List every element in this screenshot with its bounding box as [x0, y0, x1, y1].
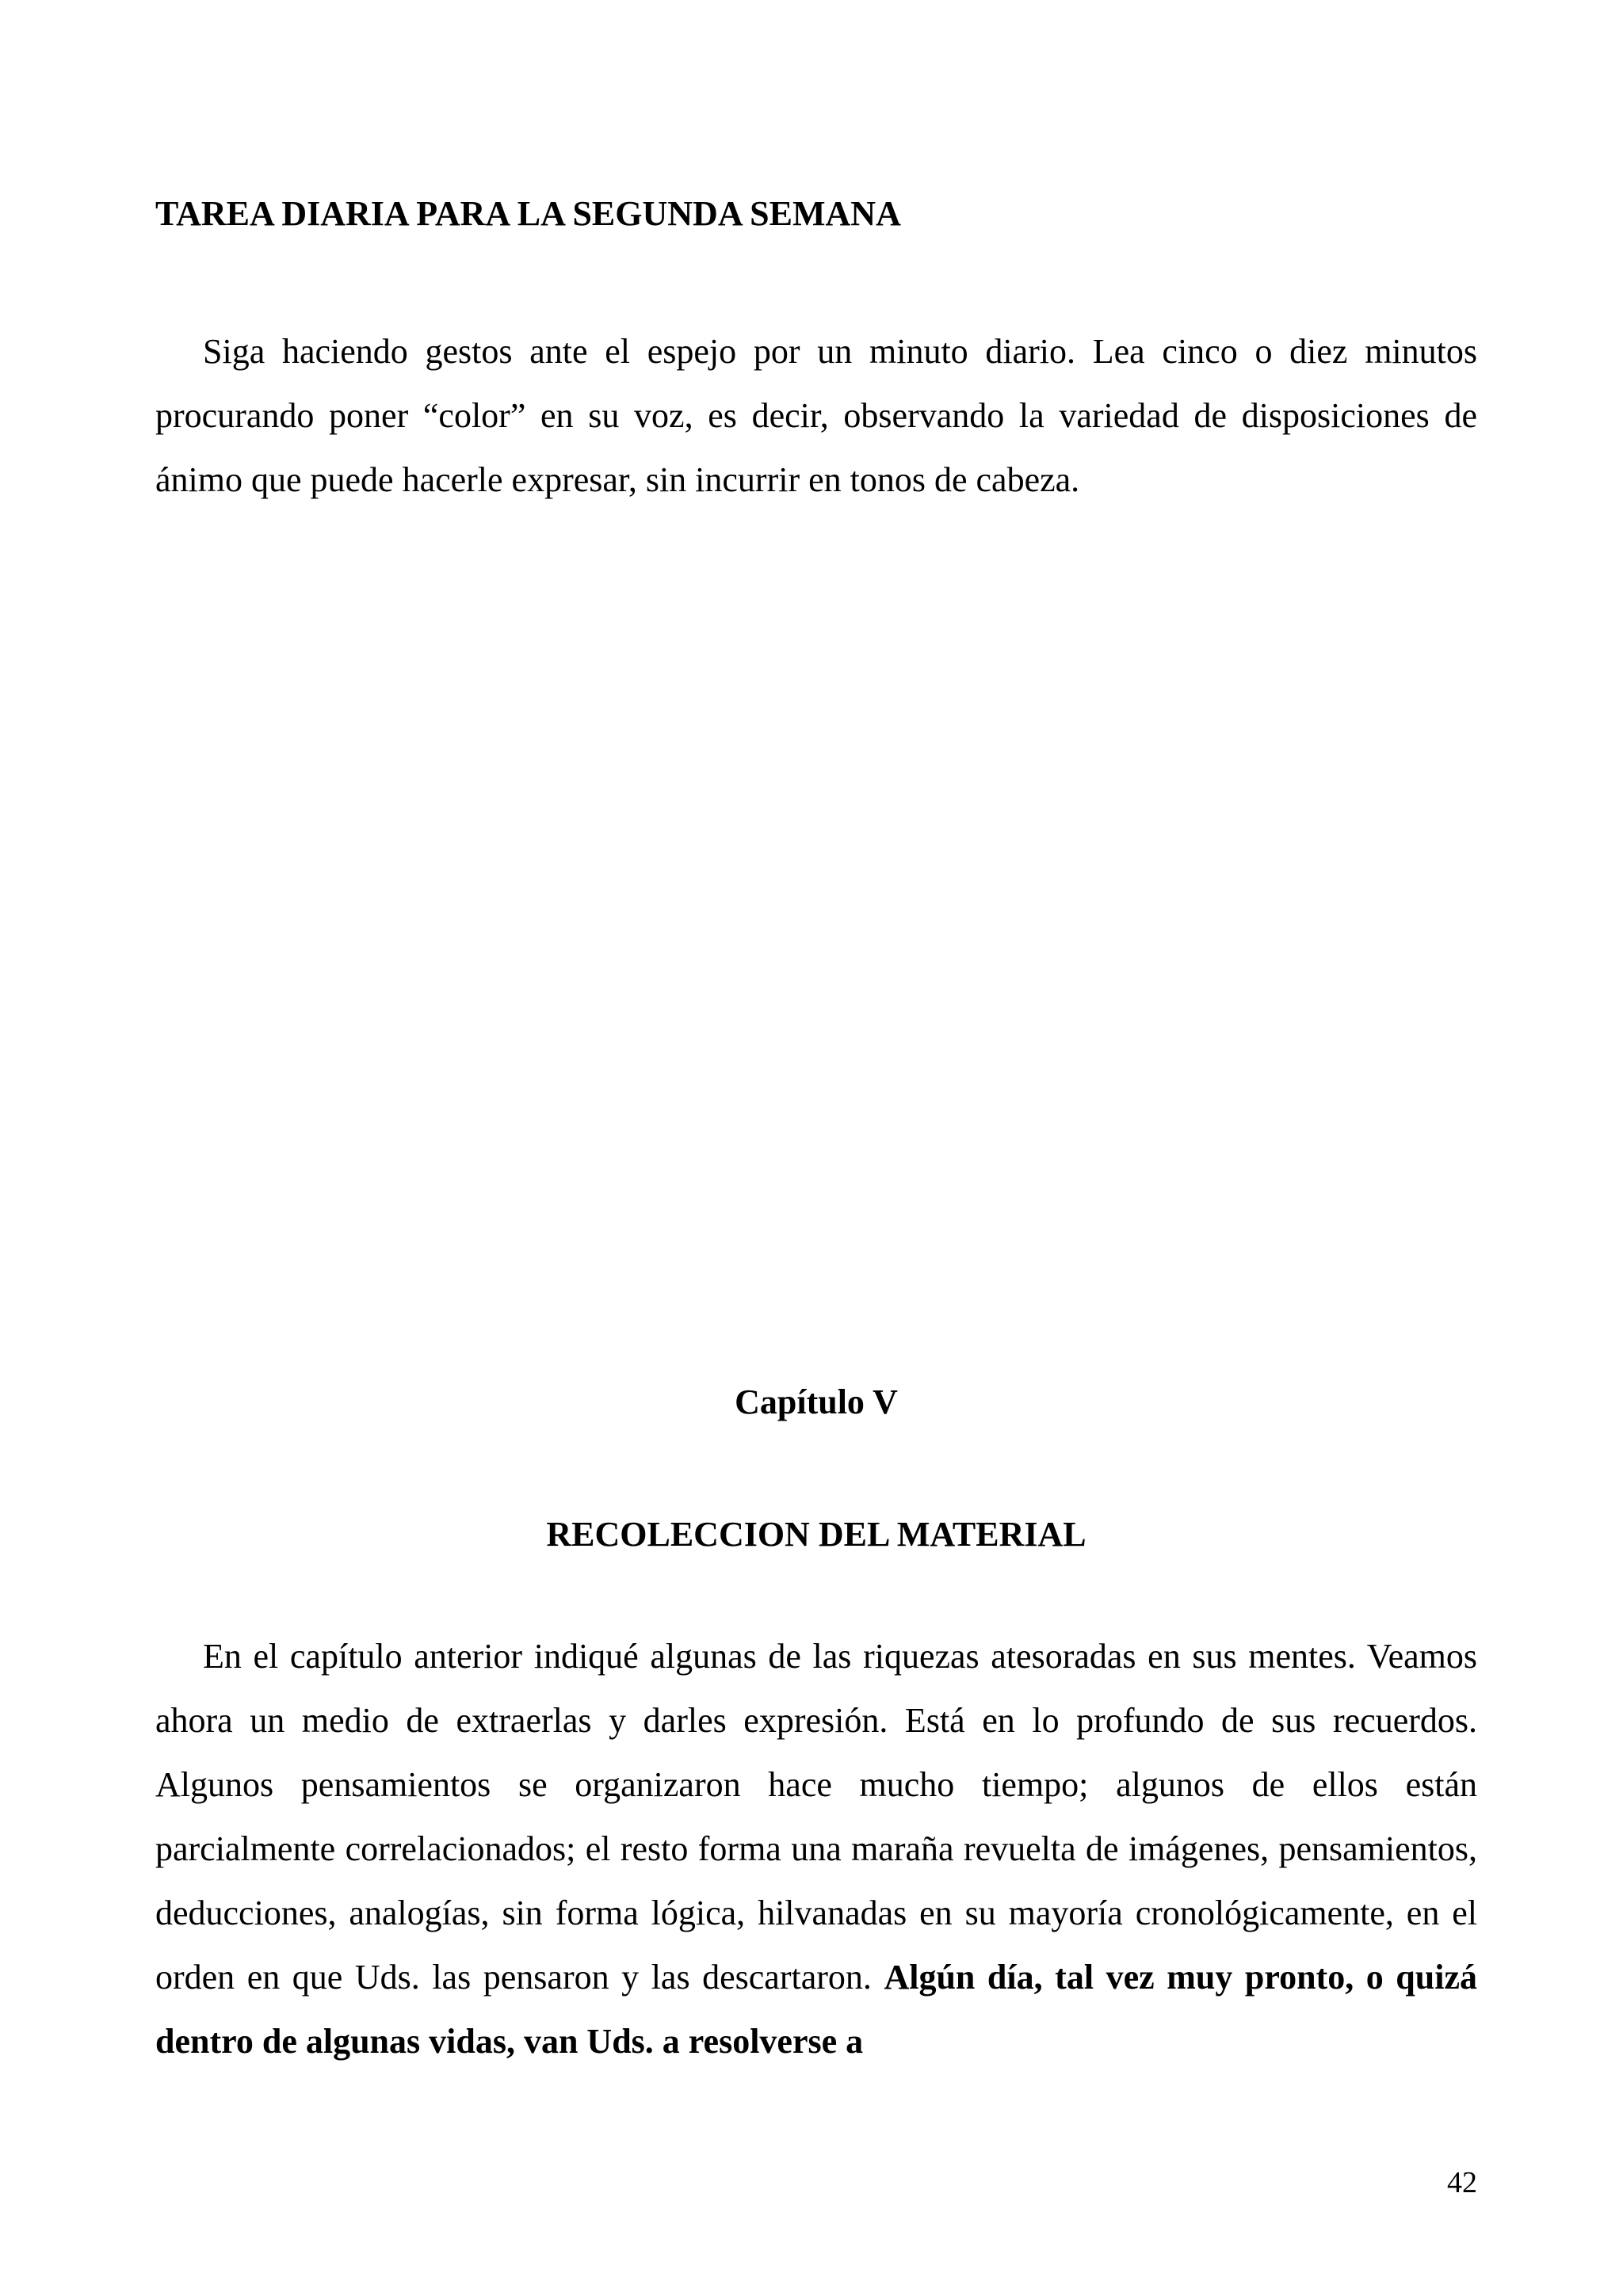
section-heading: TAREA DIARIA PARA LA SEGUNDA SEMANA [155, 194, 901, 233]
paragraph-daily-task: Siga haciendo gestos ante el espejo por un minuto diario. Lea cinco o diez minutos procurando poner “color” en su voz, es decir, observando la variedad de disposiciones de ánimo que puede hacerle expresar, sin incurrir en tonos de cabeza. [155, 332, 1477, 499]
paragraph-normal-text: En el capítulo anterior indiqué algunas de las riquezas atesoradas en sus mentes. Veamos ahora un medio de extraerlas y darles expresión. Está en lo profundo de sus recuerdos. Algunos pensamientos se organizaron hace mucho tiempo; algunos de ellos están parcialmente correlacionados; el resto forma una maraña revuelta de imágenes, pensamientos, deducciones, analogías, sin forma lógica, hilvanadas en su mayoría cronológicamente, en el orden en que Uds. las pensaron y las descartaron. [155, 1637, 1477, 1997]
chapter-label: Capítulo V [735, 1383, 898, 1421]
page-number: 42 [1447, 2166, 1477, 2199]
paragraph-chapter-intro [155, 1624, 1477, 2073]
chapter-title: RECOLECCION DEL MATERIAL [546, 1515, 1086, 1554]
paragraph-bold-text: Algún día, tal vez muy pronto, o quizá dentro de algunas vidas, van Uds. a resolverse a [155, 1958, 1477, 2061]
